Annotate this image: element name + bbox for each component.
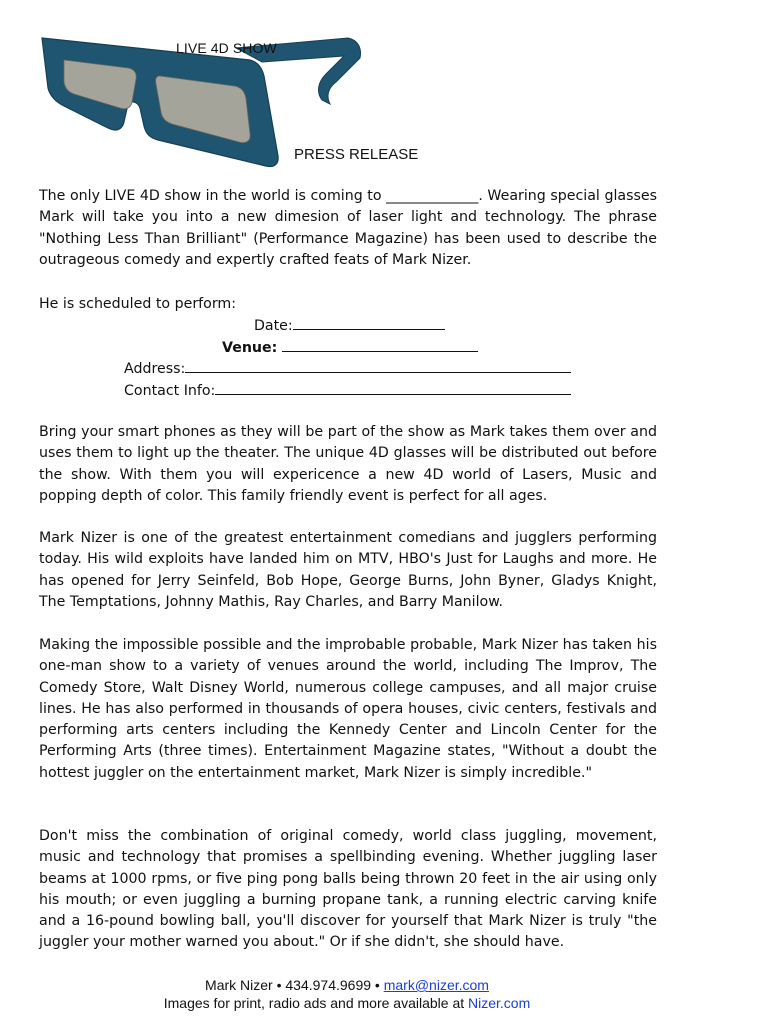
address-label: Address: xyxy=(124,361,186,377)
footer-images xyxy=(0,995,694,1011)
address-field[interactable] xyxy=(124,358,571,380)
schedule-lead: He is scheduled to perform: xyxy=(39,296,237,312)
footer-contact-text: Mark Nizer • 434.974.9699 • xyxy=(205,977,384,993)
date-field[interactable] xyxy=(254,315,445,337)
venue-label: Venue: xyxy=(222,340,278,356)
smartphones-paragraph: Bring your smart phones as they will be part of the show as Mark takes them over and uses them to light up the theater. The unique 4D glasses will be distributed out before the show. With them you will expericence a new 4D world of Lasers, Music and popping depth of color. This family friendly event is perfect for all ages. xyxy=(39,424,657,504)
bio-paragraph: Mark Nizer is one of the greatest entertainment comedians and jugglers performing today. His wild exploits have landed him on MTV, HBO's Just for Laughs and more. He has opened for Jerry Seinfeld, Bob Hope, George Burns, John Byner, Gladys Knight, The Temptations, Johnny Mathis, Ray Charles, and Barry Manilow. xyxy=(39,530,657,610)
venue-blank[interactable] xyxy=(282,337,478,352)
venues-paragraph: Making the impossible possible and the improbable probable, Mark Nizer has taken his one-man show to a variety of venues around the world, including The Improv, The Comedy Store, Walt Disney World, numerous college campuses, and all major cruise lines. He has also performed in thousands of opera houses, civic centers, festivals and performing arts centers including the Kennedy Center and Lincoln Center for the Performing Arts (three times). Entertainment Magazine states, "Without a doubt the hottest juggler on the entertainment market, Mark Nizer is simply incredible." xyxy=(39,637,657,781)
footer-images-text: Images for print, radio ads and more available at xyxy=(163,995,469,1011)
contact-field[interactable] xyxy=(124,380,571,402)
closing-paragraph: Don't miss the combination of original comedy, world class juggling, movement, music and technology that promises a spellbinding evening. Whether juggling laser beams at 1000 rpms, or five ping pong balls being thrown 20 feet in the air using only his mouth; or even juggling a burning propane tank, a running electric carving knife and a 16-pound bowling ball, you'll discover for yourself that Mark Nizer is truly "the juggler your mother warned you about." Or if she didn't, she should have. xyxy=(39,828,657,951)
date-label: Date: xyxy=(254,318,293,334)
site-link[interactable]: Nizer.com xyxy=(468,995,531,1011)
contact-blank[interactable] xyxy=(215,380,571,395)
venue-field[interactable] xyxy=(222,337,478,359)
date-blank[interactable] xyxy=(293,315,445,330)
contact-label: Contact Info: xyxy=(124,383,216,399)
address-blank[interactable] xyxy=(185,358,571,373)
intro-paragraph: The only LIVE 4D show in the world is coming to _____________. Wearing special glasses Mark will take you into a new dimesion of laser light and technology. The phrase "Nothing Less Than Brilliant" (Performance Magazine) has been used to describe the outrageous comedy and expertly crafted feats of Mark Nizer. xyxy=(39,188,657,268)
press-release-label: PRESS RELEASE xyxy=(294,146,419,163)
show-title: LIVE 4D SHOW xyxy=(176,40,277,56)
footer-contact xyxy=(0,977,694,993)
email-link[interactable]: mark@nizer.com xyxy=(383,977,489,993)
